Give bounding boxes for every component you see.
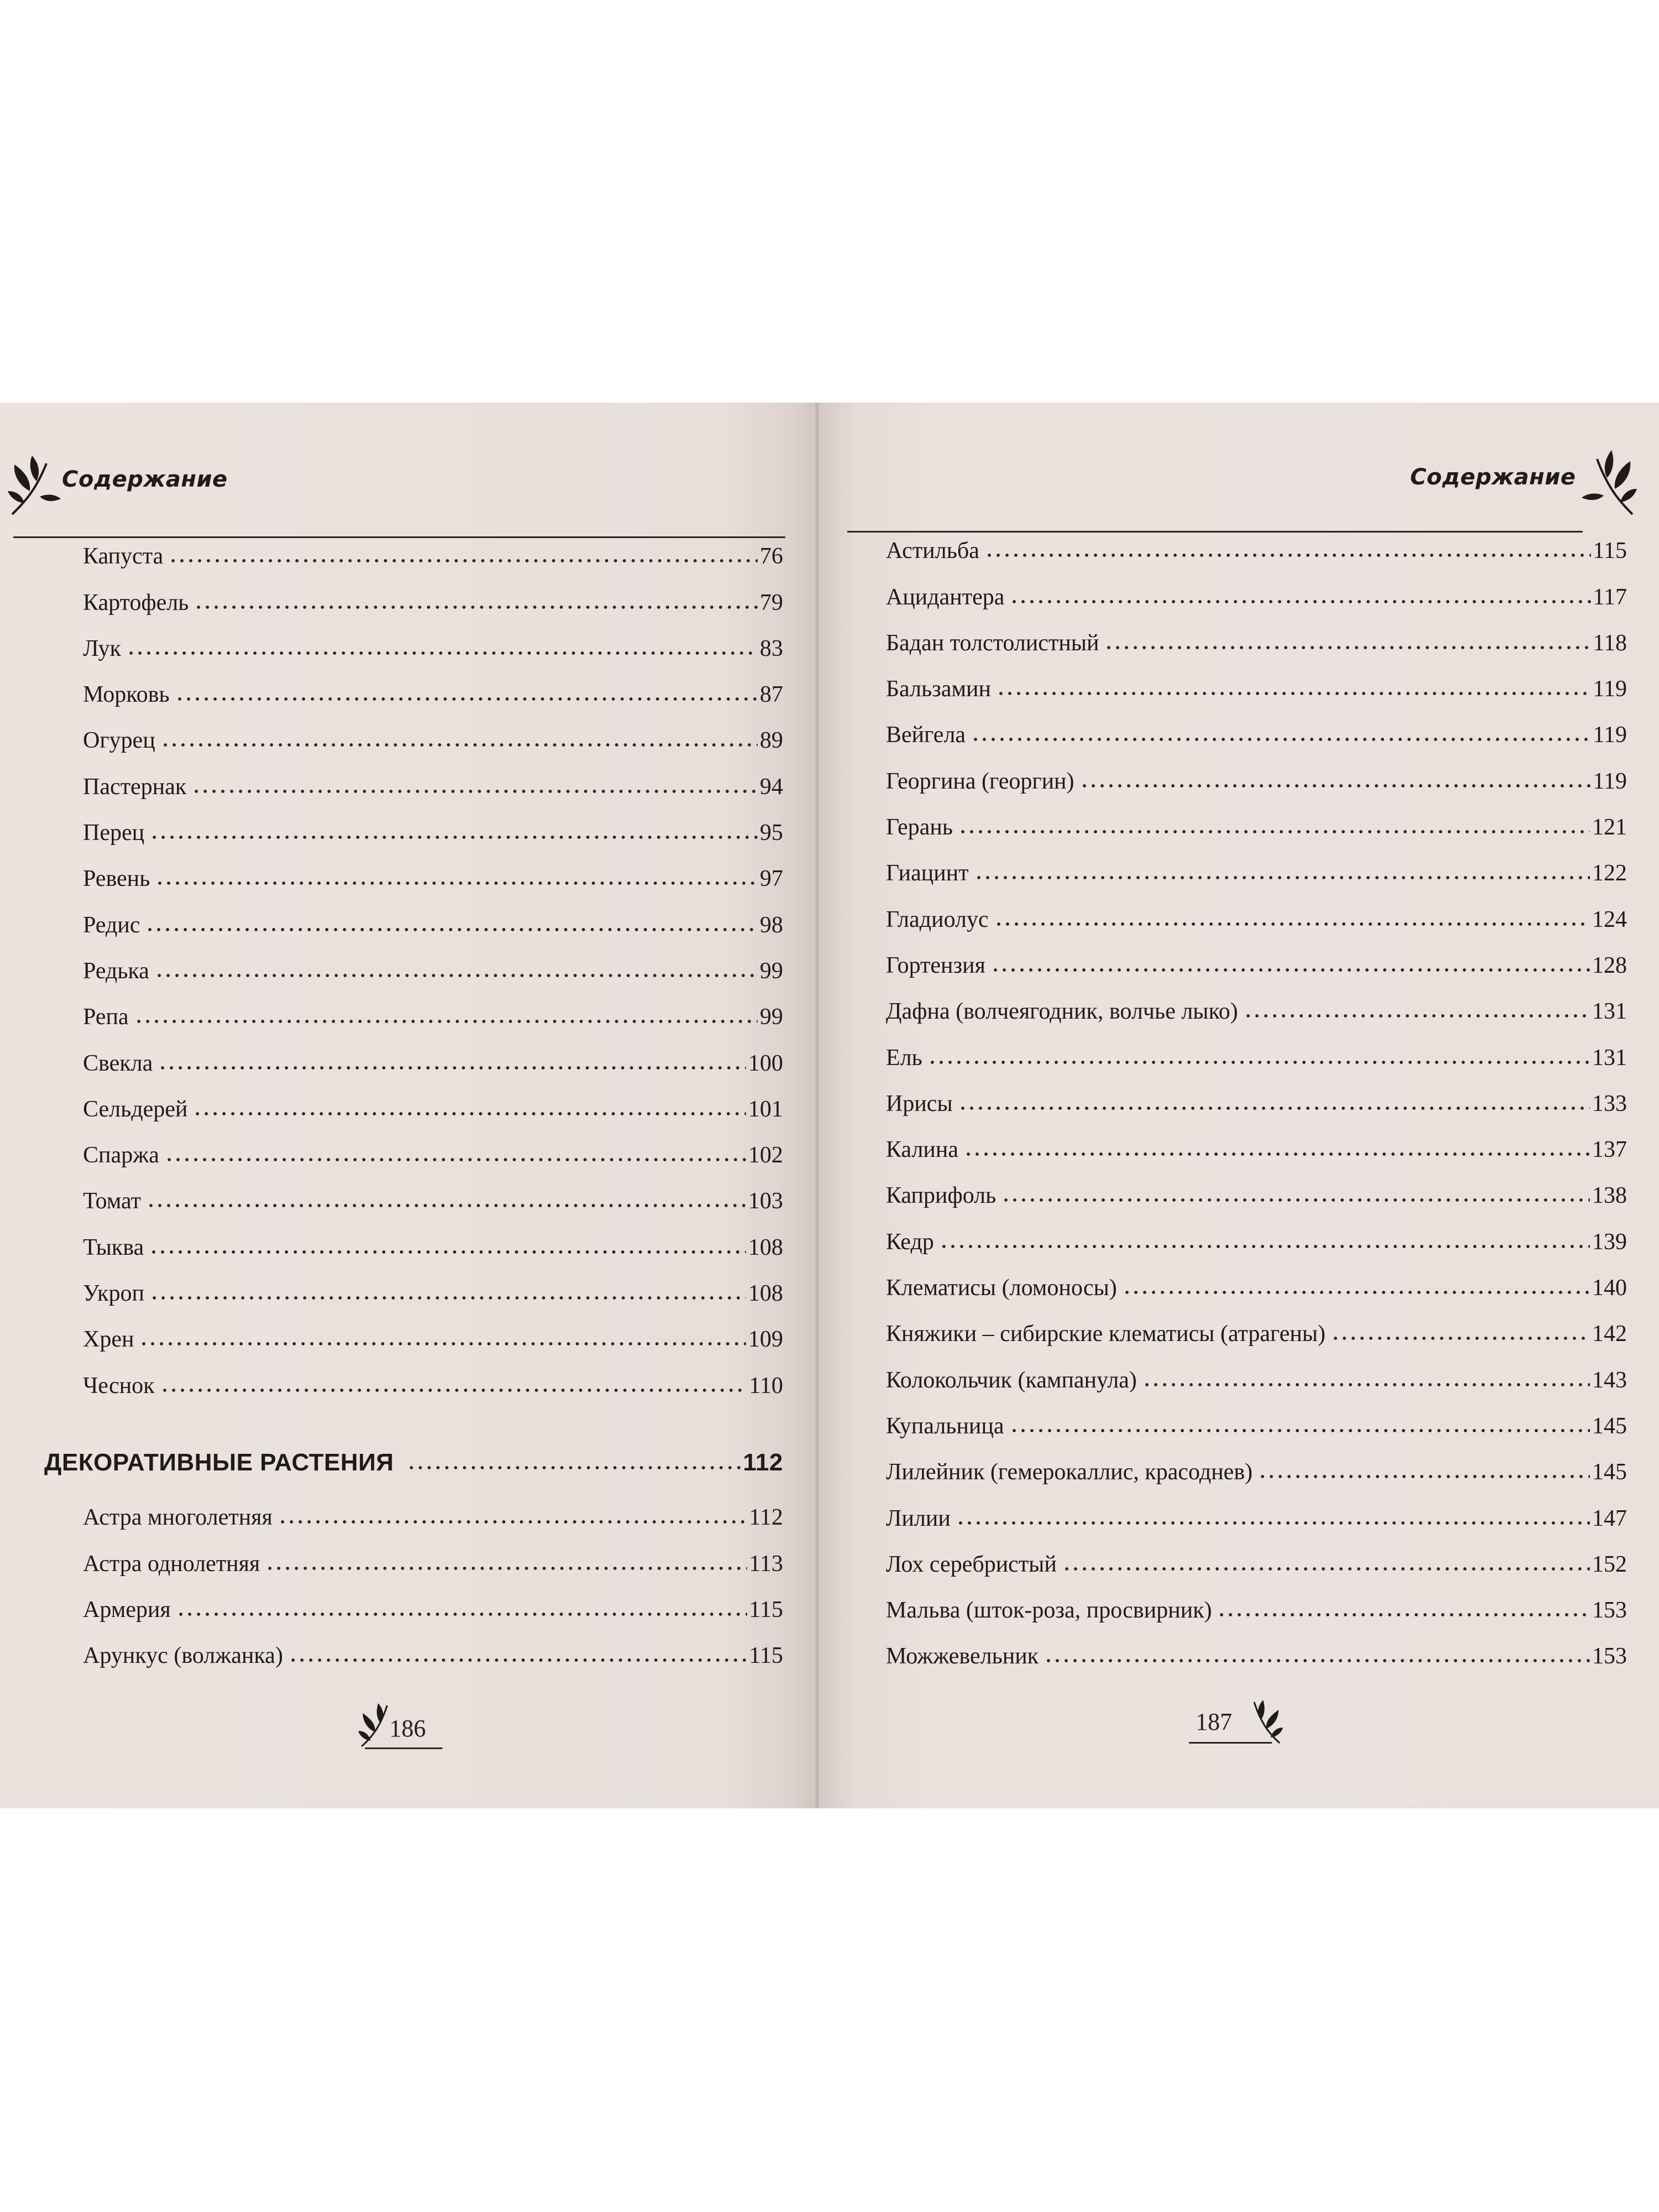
toc-entry-page: 100 <box>748 1050 783 1076</box>
toc-entry-page: 143 <box>1592 1367 1627 1393</box>
toc-entry-page: 128 <box>1592 952 1627 978</box>
toc-entry-label: Ревень <box>83 866 150 892</box>
toc-entry <box>886 885 1627 931</box>
toc-entry-label: Сельдерей <box>83 1096 188 1122</box>
toc-entry <box>886 1254 1627 1300</box>
toc-entry <box>83 522 783 568</box>
toc-leader-dots <box>1062 1566 1590 1572</box>
toc-leader-dots <box>956 1520 1590 1526</box>
toc-entry-label: Астильба <box>886 538 979 564</box>
toc-leader-dots <box>193 1111 746 1117</box>
toc-leader-dots <box>165 1157 746 1162</box>
toc-entry-label: Астра однолетняя <box>83 1551 260 1577</box>
toc-entry-label: Георгина (георгин) <box>886 768 1074 794</box>
toc-entry-page: 87 <box>760 682 783 708</box>
toc-entry <box>83 1121 783 1167</box>
toc-leader-dots <box>1104 645 1590 650</box>
toc-leader-dots <box>155 880 758 886</box>
left-section-entries <box>83 1483 783 1667</box>
toc-entry <box>83 1575 783 1621</box>
toc-entry <box>83 1529 783 1575</box>
toc-entry-page: 124 <box>1592 906 1627 932</box>
folio-rule-right <box>1189 1742 1272 1744</box>
toc-entry-label: Ель <box>886 1045 922 1071</box>
toc-leader-dots <box>1080 783 1591 789</box>
toc-entry <box>886 1622 1627 1668</box>
toc-leader-dots <box>1001 1197 1590 1203</box>
toc-entry-page: 97 <box>760 866 783 892</box>
left-page <box>0 403 818 1808</box>
toc-entry-page: 113 <box>749 1551 783 1577</box>
toc-entry-label: Бальзамин <box>886 676 992 702</box>
toc-leader-dots <box>997 691 1591 696</box>
toc-entry-label: Ирисы <box>886 1091 953 1117</box>
toc-entry <box>886 1161 1627 1207</box>
toc-entry-label: Княжики – сибирские клематисы (атрагены) <box>886 1321 1326 1347</box>
toc-entry-page: 118 <box>1593 630 1627 656</box>
toc-entry-label: Кедр <box>886 1229 934 1255</box>
toc-entry-label: Гладиолус <box>886 906 989 932</box>
toc-leader-dots <box>964 1151 1590 1157</box>
toc-entry <box>83 799 783 844</box>
toc-entry <box>83 1305 783 1351</box>
toc-entry-page: 94 <box>760 774 783 800</box>
toc-entry <box>886 609 1627 655</box>
section-heading-page: 112 <box>743 1449 783 1477</box>
toc-entry-label: Арункус (волжанка) <box>83 1643 283 1669</box>
toc-entry <box>886 793 1627 839</box>
toc-leader-dots <box>940 1244 1590 1249</box>
toc-entry-page: 137 <box>1592 1137 1627 1163</box>
toc-entry-page: 112 <box>749 1505 783 1531</box>
toc-entry-label: Чеснок <box>83 1373 155 1399</box>
toc-entry <box>83 890 783 936</box>
toc-entry <box>83 1483 783 1529</box>
toc-entry <box>886 1023 1627 1069</box>
toc-entry-label: Репа <box>83 1004 129 1030</box>
toc-leader-dots <box>192 789 758 794</box>
toc-leader-dots <box>994 921 1590 927</box>
toc-entry <box>83 614 783 660</box>
toc-entry-page: 108 <box>748 1281 783 1307</box>
toc-leader-dots <box>1123 1290 1590 1295</box>
toc-entry <box>83 660 783 706</box>
toc-entry-page: 142 <box>1592 1321 1627 1347</box>
toc-leader-dots <box>1010 1428 1590 1433</box>
toc-leader-dots <box>407 1465 740 1470</box>
toc-entry <box>886 1070 1627 1115</box>
toc-leader-dots <box>958 829 1590 834</box>
toc-leader-dots <box>155 973 758 978</box>
toc-entry-label: Дафна (волчеягодник, волчье лыко) <box>886 999 1238 1025</box>
toc-entry <box>83 1167 783 1213</box>
toc-leader-dots <box>1331 1335 1590 1341</box>
toc-leader-dots <box>278 1519 747 1525</box>
toc-entry-label: Свекла <box>83 1050 153 1076</box>
toc-entry <box>886 839 1627 885</box>
toc-entry <box>83 1213 783 1259</box>
right-page-header <box>818 441 1659 508</box>
toc-entry-page: 153 <box>1592 1644 1627 1670</box>
toc-entry <box>83 937 783 983</box>
toc-entry-label: Тыква <box>83 1234 144 1260</box>
toc-entry-page: 115 <box>1593 538 1627 564</box>
toc-leader-dots <box>127 650 758 656</box>
toc-entry-label: Гортензия <box>886 952 985 978</box>
toc-entry-label: Лук <box>83 635 121 661</box>
toc-entry-page: 131 <box>1592 1045 1627 1071</box>
toc-leader-dots <box>194 604 758 610</box>
toc-leader-dots <box>1258 1474 1590 1479</box>
toc-entry-page: 153 <box>1592 1598 1627 1624</box>
right-toc-list <box>886 517 1627 1668</box>
toc-entry <box>83 752 783 798</box>
toc-leader-dots <box>149 1249 746 1255</box>
toc-entry-label: Картофель <box>83 589 189 615</box>
toc-entry-label: Лилейник (гемерокаллис, красоднев) <box>886 1459 1253 1485</box>
toc-entry-label: Огурец <box>83 728 155 754</box>
toc-entry-page: 115 <box>749 1597 783 1623</box>
left-section-heading-block <box>44 1429 783 1475</box>
toc-entry-label: Лох серебристый <box>886 1551 1057 1577</box>
toc-entry-page: 145 <box>1592 1459 1627 1485</box>
left-toc-list <box>83 522 783 1397</box>
toc-entry-label: Ацидантера <box>886 584 1005 610</box>
toc-entry <box>886 747 1627 792</box>
left-header-title: Содержание <box>62 467 228 492</box>
toc-leader-dots <box>928 1060 1590 1065</box>
toc-entry <box>886 1576 1627 1622</box>
toc-entry-label: Колокольчик (кампанула) <box>886 1367 1137 1393</box>
toc-entry-label: Перец <box>83 820 145 846</box>
toc-entry-page: 138 <box>1592 1183 1627 1209</box>
toc-leader-dots <box>175 696 758 702</box>
toc-entry <box>886 1530 1627 1576</box>
toc-entry <box>83 706 783 752</box>
toc-entry-page: 99 <box>760 1004 783 1030</box>
toc-leader-dots <box>158 1065 746 1071</box>
toc-entry-label: Укроп <box>83 1281 144 1307</box>
toc-entry <box>886 701 1627 747</box>
toc-entry <box>886 1300 1627 1345</box>
toc-entry <box>83 1621 783 1667</box>
toc-entry-label: Спаржа <box>83 1142 159 1168</box>
toc-leader-dots <box>958 1105 1590 1111</box>
toc-entry <box>886 931 1627 977</box>
section-heading-label: ДЕКОРАТИВНЫЕ РАСТЕНИЯ <box>44 1449 394 1477</box>
toc-entry-page: 109 <box>748 1327 783 1353</box>
left-page-header <box>0 441 818 508</box>
toc-entry <box>886 655 1627 701</box>
toc-entry-label: Лилии <box>886 1505 951 1531</box>
toc-entry-page: 115 <box>749 1643 783 1669</box>
toc-entry-page: 119 <box>1593 768 1627 794</box>
toc-entry <box>83 1029 783 1074</box>
toc-leader-dots <box>169 558 758 564</box>
toc-entry <box>886 1207 1627 1253</box>
toc-leader-dots <box>134 1019 758 1024</box>
toc-entry-page: 101 <box>748 1096 783 1122</box>
toc-entry-page: 76 <box>760 544 783 570</box>
toc-entry-page: 99 <box>760 958 783 984</box>
toc-entry-label: Морковь <box>83 682 170 708</box>
toc-entry-label: Редька <box>83 958 149 984</box>
page-number-left: 186 <box>389 1715 426 1742</box>
toc-leader-dots <box>265 1566 747 1571</box>
toc-entry-page: 89 <box>760 728 783 754</box>
toc-entry <box>886 562 1627 608</box>
leaf-ornament-icon <box>1571 447 1637 519</box>
toc-entry-label: Астра многолетняя <box>83 1505 273 1531</box>
toc-entry <box>886 1392 1627 1438</box>
toc-leader-dots <box>147 1203 746 1208</box>
toc-entry-page: 147 <box>1592 1505 1627 1531</box>
folio-rule-left <box>365 1747 442 1749</box>
toc-entry-label: Каприфоль <box>886 1183 997 1209</box>
toc-leader-dots <box>971 737 1591 742</box>
toc-leader-dots <box>985 552 1591 558</box>
toc-leader-dots <box>1010 599 1590 604</box>
toc-leader-dots <box>160 1387 747 1393</box>
toc-entry-page: 98 <box>760 912 783 938</box>
toc-entry-label: Клематисы (ломоносы) <box>886 1275 1117 1301</box>
toc-entry-page: 122 <box>1592 860 1627 886</box>
toc-entry-page: 79 <box>760 589 783 615</box>
toc-entry <box>886 1115 1627 1161</box>
toc-entry-label: Бадан толстолистный <box>886 630 1099 656</box>
toc-entry-page: 119 <box>1593 722 1627 748</box>
toc-entry-label: Гиацинт <box>886 860 969 886</box>
folio-leaf-ornament-icon <box>1222 1699 1283 1749</box>
book-spread <box>0 403 1659 1808</box>
toc-entry <box>83 1259 783 1305</box>
toc-entry-label: Герань <box>886 815 953 841</box>
toc-entry-page: 152 <box>1592 1551 1627 1577</box>
toc-entry <box>886 1484 1627 1530</box>
toc-leader-dots <box>991 967 1590 973</box>
toc-entry-page: 102 <box>748 1142 783 1168</box>
toc-entry <box>83 983 783 1029</box>
toc-entry-label: Армерия <box>83 1597 171 1623</box>
toc-leader-dots <box>150 1295 746 1301</box>
toc-entry-label: Мальва (шток-роза, просвирник) <box>886 1598 1212 1624</box>
toc-entry-page: 121 <box>1592 815 1627 841</box>
toc-leader-dots <box>974 875 1590 880</box>
toc-entry-page: 139 <box>1592 1229 1627 1255</box>
section-heading <box>44 1429 783 1475</box>
right-header-title: Содержание <box>1410 465 1576 490</box>
right-page <box>818 403 1659 1808</box>
page-number-right: 187 <box>1196 1708 1232 1735</box>
toc-leader-dots <box>150 834 758 840</box>
leaf-ornament-icon <box>8 452 63 519</box>
toc-entry-page: 145 <box>1592 1413 1627 1439</box>
toc-entry <box>886 977 1627 1023</box>
toc-entry-label: Вейгела <box>886 722 966 748</box>
toc-entry <box>83 1075 783 1121</box>
toc-leader-dots <box>1044 1658 1590 1663</box>
toc-entry-page: 133 <box>1592 1091 1627 1117</box>
toc-entry-page: 117 <box>1593 584 1627 610</box>
toc-entry-label: Калина <box>886 1137 959 1163</box>
toc-entry-label: Пастернак <box>83 774 187 800</box>
toc-entry-page: 95 <box>760 820 783 846</box>
toc-entry-label: Редис <box>83 912 140 938</box>
toc-entry-label: Хрен <box>83 1327 134 1353</box>
toc-entry <box>83 568 783 614</box>
toc-entry <box>886 1345 1627 1391</box>
toc-leader-dots <box>176 1611 747 1617</box>
toc-leader-dots <box>1142 1382 1590 1387</box>
toc-entry-page: 83 <box>760 635 783 661</box>
toc-entry <box>83 844 783 890</box>
toc-leader-dots <box>289 1657 747 1663</box>
toc-leader-dots <box>161 742 758 748</box>
toc-leader-dots <box>1217 1612 1590 1618</box>
toc-entry-page: 119 <box>1593 676 1627 702</box>
toc-entry-label: Можжевельник <box>886 1644 1039 1670</box>
toc-entry-label: Томат <box>83 1188 141 1214</box>
toc-entry <box>83 1351 783 1397</box>
toc-entry <box>886 1438 1627 1484</box>
toc-leader-dots <box>1244 1013 1590 1019</box>
toc-entry-page: 108 <box>748 1234 783 1260</box>
toc-leader-dots <box>139 1341 746 1347</box>
toc-leader-dots <box>145 927 758 932</box>
toc-entry <box>886 517 1627 562</box>
toc-entry-label: Купальница <box>886 1413 1004 1439</box>
toc-entry-page: 103 <box>748 1188 783 1214</box>
toc-entry-page: 131 <box>1592 999 1627 1025</box>
toc-entry-label: Капуста <box>83 544 164 570</box>
toc-entry-page: 110 <box>749 1373 783 1399</box>
toc-entry-page: 140 <box>1592 1275 1627 1301</box>
